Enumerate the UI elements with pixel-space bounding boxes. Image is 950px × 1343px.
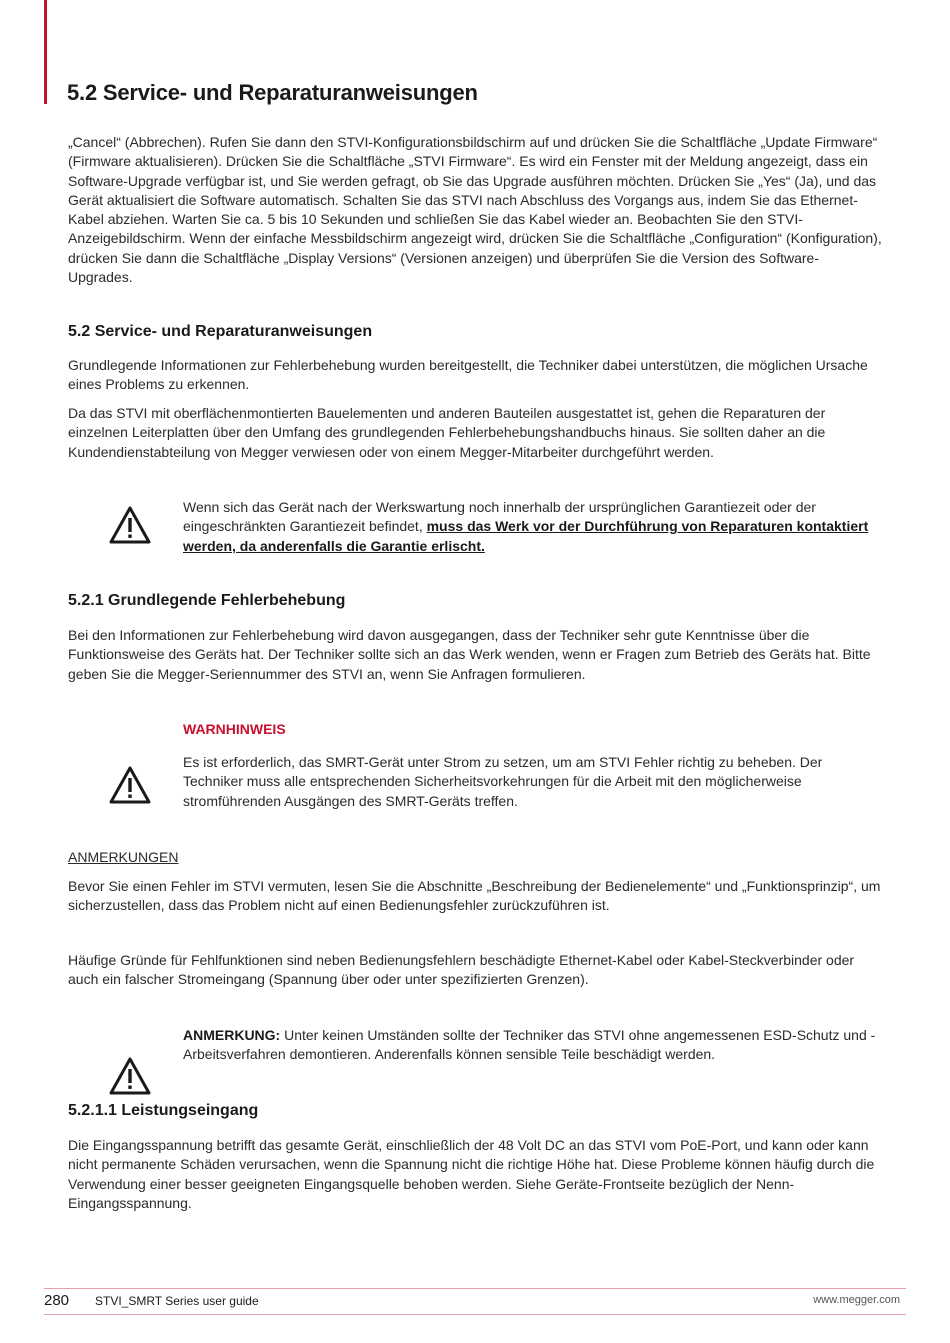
warranty-callout-text: Wenn sich das Gerät nach der Werkswartung noch innerhalb der ursprünglichen Garantiezeit oder der eingeschränkten Garantiezeit befindet, [183,499,816,535]
warning-callout-text: Es ist erforderlich, das SMRT-Gerät unter Strom zu setzen, um am STVI Fehler richtig zu beheben. Der Techniker muss alle entsprechenden Sicherheitsvorkehrungen für die Arbeit mit den möglicherweise stromführenden Ausgängen des SMRT-Geräts treffen. [183,754,823,809]
warning-triangle-icon [108,1056,152,1096]
esd-callout [183,1026,883,1065]
esd-callout-text: Unter keinen Umständen sollte der Techniker das STVI ohne angemessenen ESD-Schutz und -Arbeitsverfahren demontieren. Anderenfalls können sensible Teile beschädigt werden. [183,1027,876,1063]
page-accent-bar [44,0,47,104]
basic-paragraph-1: Bei den Informationen zur Fehlerbehebung wird davon ausgegangen, dass der Techniker sehr gute Kenntnisse über die Funktionsweise des Geräts hat. Der Techniker sollte sich an das Werk wenden, wenn er Fragen zum Betrieb des Geräts hat. Bitte geben Sie die Megger-Seriennummer des STVI an, wenn Sie Anfragen formulieren. [68,627,871,682]
footer-divider-bottom [44,1314,906,1315]
section-heading-service: 5.2 Service- und Reparaturanweisungen [68,323,373,340]
notes-paragraph-2: Häufige Gründe für Fehlfunktionen sind neben Bedienungsfehlern beschädigte Ethernet-Kabel oder Kabel-Steckverbinder oder auch ein falscher Stromeingang (Spannung über oder unter spezifizierten Grenzen). [68,952,855,988]
intro-paragraph: „Cancel“ (Abbrechen). Rufen Sie dann den STVI-Konfigurationsbildschirm auf und drücken Sie die Schaltfläche „Update Firmware“ (Firmware aktualisieren). Drücken Sie die Schaltfläche „STVI Firmware“. Es wird ein Fenster mit der Meldung angezeigt, dass ein Software-Upgrade verfügbar ist, und Sie werden gefragt, ob Sie das Upgrade ausführen möchten. Drücken Sie „Yes“ (Ja), und das Gerät aktualisiert die Software automatisch. Schalten Sie das STVI nach Abschluss des Vorgangs aus, indem Sie das Ethernet-Kabel abziehen. Warten Sie ca. 5 bis 10 Sekunden und schließen Sie das Kabel wieder an. Beobachten Sie den STVI-Anzeigebildschirm. Wenn der einfache Messbildschirm angezeigt wird, drücken Sie die Schaltfläche „Configuration“ (Konfiguration), drücken Sie dann die Schaltfläche „Display Versions“ (Versionen anzeigen) und überprüfen Sie die Version des Software-Upgrades. [68,134,882,286]
esd-callout-label: ANMERKUNG: [183,1027,281,1043]
page-title: 5.2 Service- und Reparaturanweisungen [67,80,478,105]
warranty-callout-emphasis: muss das Werk vor der Durchführung von Reparaturen kontaktiert werden, da anderenfalls die Garantie erlischt. [183,518,869,554]
warning-triangle-icon [108,765,152,805]
footer-divider-top [44,1288,906,1289]
warning-title: WARNHINWEIS [183,721,286,737]
service-paragraph-2: Da das STVI mit oberflächenmontierten Bauelementen und anderen Bauteilen ausgestattet ist, gehen die Reparaturen der einzelnen Leiterplatten über den Umfang des grundlegenden Fehlerbehebungshandbuchs hinaus. Sie sollten daher an die Kundendienstabteilung von Megger verwiesen oder von einem Megger-Mitarbeiter durchgeführt werden. [68,405,826,460]
notes-paragraph-1: Bevor Sie einen Fehler im STVI vermuten, lesen Sie die Abschnitte „Beschreibung der Bedienelemente“ und „Funktionsprinzip“, um sicherzustellen, dass das Problem nicht auf einen Bedienungsfehler zurückzuführen ist. [68,878,881,914]
page-number: 280 [44,1292,70,1309]
service-paragraph-1: Grundlegende Informationen zur Fehlerbehebung wurden bereitgestellt, die Techniker dabei unterstützen, die möglichen Ursache eines Problems zu erkennen. [68,357,868,393]
section-heading-basic: 5.2.1 Grundlegende Fehlerbehebung [68,592,346,609]
section-heading-power: 5.2.1.1 Leistungseingang [68,1102,259,1119]
notes-label: ANMERKUNGEN [68,849,179,865]
warranty-callout [183,498,883,556]
footer-url-link[interactable]: www.megger.com [813,1294,900,1306]
power-paragraph-1: Die Eingangsspannung betrifft das gesamte Gerät, einschließlich der 48 Volt DC an das STVI vom PoE-Port, und kann oder kann nicht permanente Schäden verursachen, wenn die Spannung nicht die richtige Höhe hat. Diese Probleme können häufig durch die Verwendung einer besser geeigneten Eingangsquelle behoben werden. Siehe Geräte-Frontseite bezüglich der Nenn-Eingangsspannung. [68,1137,875,1211]
warning-triangle-icon [108,505,152,545]
footer-guide-title: STVI_SMRT Series user guide [95,1294,259,1308]
